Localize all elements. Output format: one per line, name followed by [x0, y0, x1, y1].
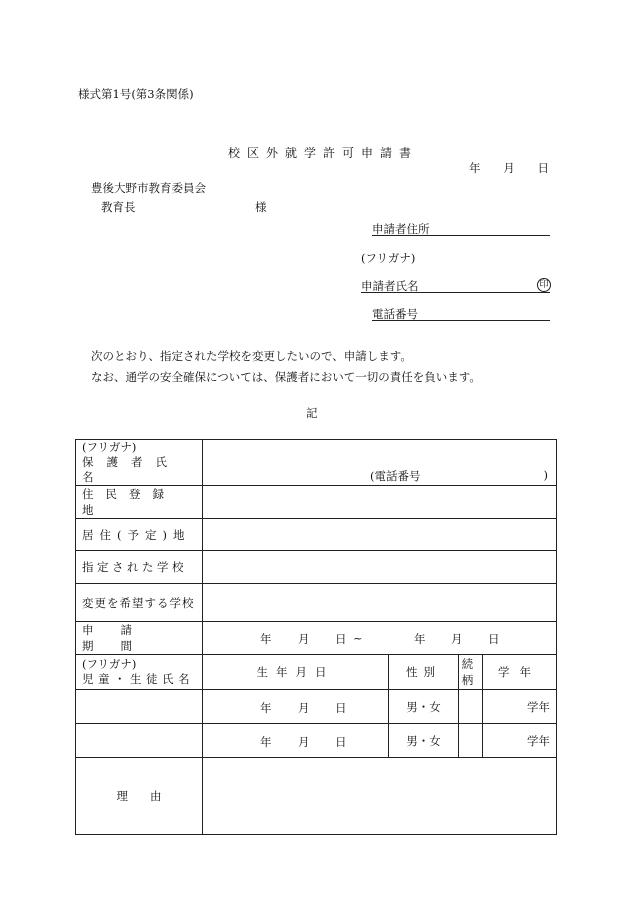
- residence-label: 居住(予定)地: [76, 519, 203, 551]
- reason-label: 理由: [76, 758, 203, 835]
- desired-school-label: 変更を希望する学校: [76, 584, 203, 622]
- resident-registration-row: [76, 486, 557, 519]
- residence-row: [76, 519, 557, 551]
- form-number: 様式第1号(第3条関係): [78, 87, 194, 101]
- date-month: 月: [503, 161, 515, 175]
- period-end-day: 日: [488, 632, 500, 646]
- guardian-phone-label: (電話番号: [370, 469, 421, 483]
- resident-registration-label: 住民登録地: [76, 486, 203, 519]
- child-1-gender[interactable]: 男・女: [389, 690, 459, 724]
- document-title: 校区外就学許可申請書: [228, 146, 419, 160]
- child-name-label: 児童・生徒氏名: [82, 672, 194, 686]
- child-1-grade[interactable]: 学年: [483, 690, 557, 724]
- addressee-position: 教育長: [101, 200, 136, 214]
- child-2-day: 日: [335, 734, 347, 749]
- guardian-value-cell[interactable]: [203, 440, 557, 486]
- period-end-year: 年: [414, 632, 426, 646]
- period-tilde: ~: [353, 631, 363, 645]
- body-line-1: 次のとおり、指定された学校を変更したいので、申請します。: [91, 349, 412, 363]
- residence-value[interactable]: [203, 519, 557, 551]
- period-row: [76, 622, 557, 655]
- date-year: 年: [469, 161, 481, 175]
- period-label: 申請期間: [76, 622, 203, 655]
- child-2-year: 年: [260, 734, 272, 749]
- child-header-row: [76, 655, 557, 690]
- applicant-address-line: [372, 235, 550, 236]
- birth-date-header: 生年月日: [203, 655, 389, 690]
- date-day: 日: [537, 161, 549, 175]
- applicant-name-label: 申請者氏名: [361, 279, 419, 293]
- addressee-honorific: 様: [255, 200, 267, 214]
- guardian-name-label: 保護者氏名: [82, 455, 180, 484]
- child-row-2: [76, 724, 557, 758]
- child-1-birth-date[interactable]: [203, 690, 389, 724]
- child-2-grade[interactable]: 学年: [483, 724, 557, 758]
- designated-school-value[interactable]: [203, 551, 557, 584]
- period-start-day: 日: [335, 632, 347, 646]
- desired-school-row: [76, 584, 557, 622]
- applicant-furigana-label: (フリガナ): [361, 251, 416, 265]
- relation-header-cell: 続柄: [459, 655, 483, 690]
- seal-mark: 印: [537, 278, 551, 292]
- gender-header: 性別: [389, 655, 459, 690]
- child-row-1: [76, 690, 557, 724]
- child-2-name[interactable]: [76, 724, 203, 758]
- period-start-year: 年: [260, 632, 272, 646]
- guardian-row: [76, 440, 557, 486]
- designated-school-label: 指定された学校: [76, 551, 203, 584]
- child-1-month: 月: [298, 700, 310, 715]
- designated-school-row: [76, 551, 557, 584]
- child-2-gender[interactable]: 男・女: [389, 724, 459, 758]
- applicant-phone-label: 電話番号: [372, 307, 418, 321]
- period-start-month: 月: [298, 632, 310, 646]
- reason-value[interactable]: [203, 758, 557, 835]
- child-1-year: 年: [260, 700, 272, 715]
- child-1-relation[interactable]: [459, 690, 483, 724]
- ki-heading: 記: [306, 406, 318, 420]
- grade-header: 学年: [483, 655, 557, 690]
- applicant-address-label: 申請者住所: [372, 222, 430, 236]
- child-label-cell: [76, 655, 203, 690]
- desired-school-value[interactable]: [203, 584, 557, 622]
- period-end-month: 月: [451, 632, 463, 646]
- child-1-day: 日: [335, 700, 347, 715]
- application-date: [469, 160, 549, 176]
- applicant-name-line: [361, 292, 550, 293]
- guardian-phone-close: ): [543, 468, 549, 482]
- applicant-phone-line: [372, 320, 550, 321]
- body-line-2: なお、通学の安全確保については、保護者において一切の責任を負います。: [91, 370, 481, 384]
- period-value[interactable]: [203, 622, 557, 655]
- reason-row: [76, 758, 557, 835]
- child-2-month: 月: [298, 734, 310, 749]
- child-2-relation[interactable]: [459, 724, 483, 758]
- child-2-birth-date[interactable]: [203, 724, 389, 758]
- addressee-organization: 豊後大野市教育委員会: [91, 181, 206, 195]
- guardian-furigana-label: (フリガナ): [82, 440, 137, 454]
- application-table: [75, 439, 557, 835]
- child-1-name[interactable]: [76, 690, 203, 724]
- child-furigana-label: (フリガナ): [82, 657, 137, 671]
- resident-registration-value[interactable]: [203, 486, 557, 519]
- guardian-label-cell: [76, 440, 203, 486]
